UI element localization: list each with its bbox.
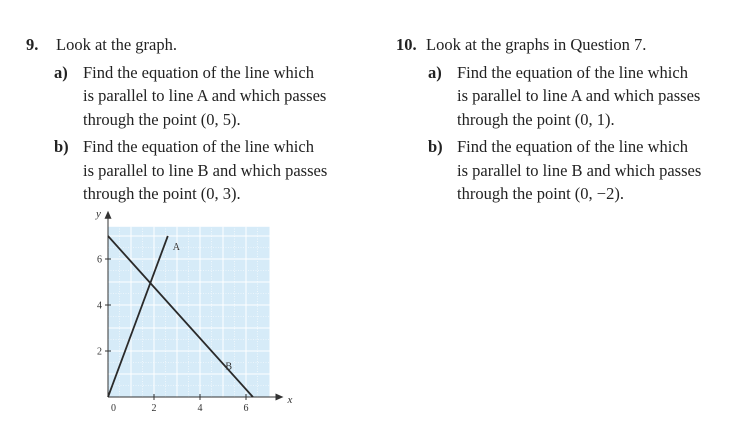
question-10-part-b-text: Find the equation of the line which is parallel to line B and which passes through the point (0, −2).	[457, 137, 702, 203]
line-graph	[80, 205, 295, 420]
question-9-part-a-text: Find the equation of the line which is parallel to line A and which passes through the point (0, 5).	[83, 62, 327, 129]
x-tick-label: 2	[151, 403, 157, 414]
y-axis-arrowhead	[105, 211, 112, 219]
x-tick-label: 4	[197, 403, 203, 414]
question-9-part-b-label: b)	[54, 137, 69, 156]
x-axis-arrowhead	[276, 394, 284, 401]
question-10-part-a-text: Find the equation of the line which is parallel to line A and which passes through the point (0, 1).	[457, 62, 701, 129]
question-10	[396, 33, 726, 210]
question-9-part-a-label: a)	[54, 62, 68, 82]
question-9-stem: Look at the graph.	[56, 35, 177, 54]
question-10-part-a-label: a)	[428, 62, 442, 82]
x-axis-label: x	[287, 394, 293, 406]
question-9-part-b-text: Find the equation of the line which is parallel to line B and which passes through the point (0, 3).	[83, 137, 328, 203]
question-10-stem: Look at the graphs in Question 7.	[426, 35, 647, 54]
y-axis-label: y	[96, 207, 101, 220]
y-tick-label: 4	[97, 300, 102, 312]
question-10-part-a	[428, 61, 726, 132]
question-10-part-b-label: b)	[428, 137, 443, 156]
question-9	[26, 33, 376, 210]
series-label-b: B	[225, 361, 233, 373]
question-10-stem-row	[396, 33, 726, 57]
question-9-part-a	[54, 61, 376, 132]
y-tick-label: 2	[97, 346, 102, 358]
series-label-a: A	[172, 242, 181, 253]
question-10-number: 10.	[396, 35, 417, 54]
question-9-part-b	[54, 135, 376, 206]
question-10-part-b	[428, 135, 726, 206]
origin-label: 0	[111, 403, 116, 414]
question-9-stem-row	[26, 33, 376, 57]
question-9-number: 9.	[26, 35, 39, 54]
x-tick-label: 6	[243, 403, 249, 414]
y-tick-label: 6	[97, 254, 102, 266]
